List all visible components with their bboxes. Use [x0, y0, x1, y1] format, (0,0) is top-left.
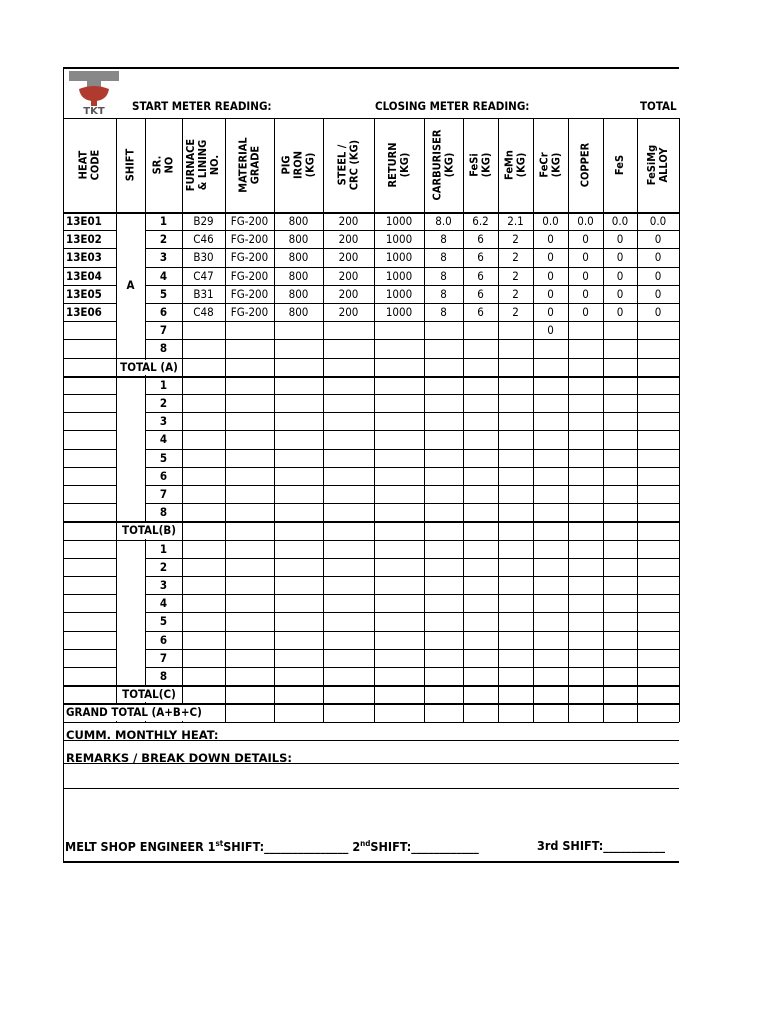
- col-header-sr-no: [145, 118, 182, 212]
- col-header-text: HEAT CODE: [76, 149, 102, 181]
- shift-b-sr: 4: [159, 432, 168, 447]
- cumm-monthly-heat: CUMM. MONTHLY HEAT:: [66, 728, 219, 742]
- cell-ret: 1000: [385, 214, 413, 229]
- cell-fesi: [463, 321, 498, 339]
- cell-grade: FG-200: [230, 214, 269, 229]
- col-header-shift: [116, 118, 145, 212]
- shift3-field[interactable]: 3rd SHIFT:___________: [537, 838, 666, 853]
- shift-b-sr: 5: [159, 450, 168, 465]
- cell-heat: 13E04: [66, 268, 102, 283]
- cell-fesimg: 0: [654, 305, 662, 320]
- col-header-return: [374, 118, 424, 212]
- shift-b-sr: 8: [159, 505, 168, 520]
- merged-shift-cell: [117, 542, 145, 685]
- cell-fesimg: [637, 339, 679, 357]
- cell-copper: 0: [582, 232, 589, 247]
- cell-steel: 200: [338, 232, 359, 247]
- cell-fesimg: 0: [654, 268, 662, 283]
- col-header-text: FeS: [612, 154, 626, 176]
- cell-carb: 8: [440, 232, 447, 247]
- cell-ret: 1000: [385, 250, 413, 265]
- cell-steel: 200: [338, 305, 359, 320]
- col-header-fes: [603, 118, 637, 212]
- col-header-copper: [568, 118, 603, 212]
- cell-steel: 200: [338, 214, 359, 229]
- cell-fesi: 6.2: [472, 214, 489, 229]
- total-label: TOTAL: [640, 99, 677, 113]
- cell-grade: [225, 321, 274, 339]
- shift2-prefix: 2: [352, 839, 361, 855]
- cell-fecr: 0: [547, 286, 554, 301]
- cell-grade: FG-200: [230, 250, 269, 265]
- cell-heat: [63, 321, 119, 339]
- cell-fesi: [463, 339, 498, 357]
- cell-femn: 2: [512, 232, 519, 247]
- col-header-text: COPPER: [578, 142, 592, 188]
- cell-pig: 800: [288, 250, 309, 265]
- col-header-text: CARBURISER (KG): [430, 129, 456, 201]
- cell-grade: [225, 339, 274, 357]
- merged-shift-cell: [117, 378, 145, 521]
- shift-c-sr: 7: [159, 650, 168, 665]
- cell-steel: 200: [338, 286, 359, 301]
- col-line-15: [679, 118, 680, 722]
- shift-c-sr: 1: [159, 541, 168, 556]
- total-c-label: TOTAL(C): [122, 687, 176, 702]
- cell-furnace: B31: [193, 286, 214, 301]
- cell-heat: [63, 339, 119, 357]
- cell-femn: [498, 339, 533, 357]
- cell-ret: 1000: [385, 232, 413, 247]
- cell-ret: [374, 321, 424, 339]
- cell-ret: 1000: [385, 286, 413, 301]
- cell-sr: 6: [159, 305, 168, 320]
- cell-sr: 2: [159, 232, 168, 247]
- col-header-text: FeSi (KG): [467, 152, 493, 178]
- col-header-text: FeSiMg ALLOY: [645, 144, 670, 186]
- cell-fesimg: 0.0: [649, 214, 667, 229]
- cell-copper: 0: [582, 305, 589, 320]
- cell-sr: 1: [159, 214, 168, 229]
- cell-heat: 13E05: [66, 286, 102, 301]
- col-header-text: STEEL / CRC (KG): [335, 139, 361, 191]
- remarks-line: [63, 788, 679, 789]
- shift-b-sr: 3: [159, 414, 168, 429]
- cell-pig: 800: [288, 214, 309, 229]
- col-header-text: FeCr (KG): [537, 152, 563, 178]
- shift-b-sr: 1: [159, 377, 168, 392]
- cell-furnace: [182, 321, 225, 339]
- cell-copper: 0: [582, 286, 589, 301]
- shift-c-sr: 2: [159, 559, 168, 574]
- cell-carb: 8.0: [435, 214, 452, 229]
- col-header-text: PIG IRON (KG): [279, 151, 317, 179]
- cell-carb: [424, 321, 463, 339]
- shift-c-sr: 8: [159, 669, 168, 684]
- cell-fesi: 6: [477, 305, 484, 320]
- total-b-label: TOTAL(B): [122, 523, 176, 538]
- cell-fesimg: 0: [654, 250, 662, 265]
- cell-heat: 13E06: [66, 305, 102, 320]
- closing-meter-label: CLOSING METER READING:: [375, 99, 530, 113]
- shift1-field[interactable]: SHIFT:_______________: [223, 839, 349, 855]
- col-header-carburiser: [424, 118, 463, 212]
- col-header-pig-iron: [274, 118, 323, 212]
- cell-grade: FG-200: [230, 268, 269, 283]
- engineer-label: MELT SHOP ENGINEER 1: [65, 839, 216, 855]
- cell-fesi: 6: [477, 232, 484, 247]
- cell-pig: [274, 321, 323, 339]
- cell-steel: [323, 321, 374, 339]
- cell-fes: [603, 339, 637, 357]
- cell-furnace: C48: [193, 305, 214, 320]
- cell-sr: 4: [159, 268, 168, 283]
- shift-a-label: A: [126, 277, 135, 292]
- cell-fes: 0: [616, 268, 624, 283]
- col-header-text: SR. NO: [150, 155, 176, 175]
- cell-fecr: 0: [547, 305, 554, 320]
- cell-heat: 13E02: [66, 232, 102, 247]
- cell-steel: 200: [338, 268, 359, 283]
- col-header-heat-code: [63, 118, 116, 212]
- shift-c-sr: 4: [159, 596, 168, 611]
- cell-carb: 8: [440, 286, 447, 301]
- cell-carb: 8: [440, 305, 447, 320]
- cell-fes: 0: [616, 232, 624, 247]
- shift-b-sr: 7: [159, 487, 168, 502]
- cell-fes: 0: [616, 305, 624, 320]
- cell-steel: 200: [338, 250, 359, 265]
- cell-fecr: [533, 339, 568, 357]
- cell-sr: 7: [159, 323, 168, 338]
- cell-copper: 0: [582, 250, 589, 265]
- cell-pig: 800: [288, 268, 309, 283]
- sup-2: nd: [360, 839, 371, 848]
- col-header-text: SHIFT: [123, 148, 137, 182]
- col-header-text: FURNACE & LINING NO.: [184, 138, 222, 192]
- cell-furnace: B29: [193, 214, 214, 229]
- cell-pig: [274, 339, 323, 357]
- cell-fesi: 6: [477, 286, 484, 301]
- cell-carb: 8: [440, 250, 447, 265]
- shift2-field[interactable]: SHIFT:____________: [370, 839, 479, 855]
- cell-fecr: 0: [547, 232, 554, 247]
- cell-femn: [498, 321, 533, 339]
- cell-fesimg: 0: [654, 286, 662, 301]
- cell-fes: 0: [616, 286, 624, 301]
- heat-log-sheet: [63, 67, 679, 862]
- cell-fesimg: [637, 321, 679, 339]
- col-header-text: RETURN (KG): [386, 142, 411, 188]
- shift-c-sr: 3: [159, 578, 168, 593]
- shift-c-sr: 6: [159, 632, 168, 647]
- cell-ret: [374, 339, 424, 357]
- cell-heat: 13E03: [66, 250, 102, 265]
- cell-pig: 800: [288, 305, 309, 320]
- cell-ret: 1000: [385, 305, 413, 320]
- cell-pig: 800: [288, 232, 309, 247]
- cell-grade: FG-200: [230, 232, 269, 247]
- col-header-femn: [498, 118, 533, 212]
- cell-carb: 8: [440, 268, 447, 283]
- col-header-text: FeMn (KG): [502, 150, 528, 180]
- shift-b-sr: 6: [159, 468, 168, 483]
- cell-fecr: 0: [547, 323, 554, 338]
- col-header-furnace-lining: [182, 118, 225, 212]
- col-header-steel-crc: [323, 118, 374, 212]
- cell-carb: [424, 339, 463, 357]
- start-meter-label: START METER READING:: [132, 99, 272, 113]
- grand-total-label: GRAND TOTAL (A+B+C): [66, 705, 202, 720]
- cell-fesimg: 0: [654, 232, 662, 247]
- cell-grade: FG-200: [230, 286, 269, 301]
- cell-pig: 800: [288, 286, 309, 301]
- cell-heat: 13E01: [66, 214, 102, 229]
- cell-copper: 0: [582, 268, 589, 283]
- cell-fes: [603, 321, 637, 339]
- cell-sr: 8: [159, 341, 168, 356]
- bottom-border: [63, 861, 679, 863]
- cell-sr: 5: [159, 286, 168, 301]
- cell-femn: 2: [512, 250, 519, 265]
- remarks-label: REMARKS / BREAK DOWN DETAILS:: [66, 751, 292, 765]
- cell-sr: 3: [159, 250, 168, 265]
- col-header-material-grade: [225, 118, 274, 212]
- shift-c-sr: 5: [159, 614, 168, 629]
- cell-furnace: C47: [193, 268, 214, 283]
- col-header-text: MATERIAL GRADE: [236, 137, 262, 193]
- col-header-fesimg: [637, 118, 679, 212]
- cell-furnace: [182, 339, 225, 357]
- cell-fes: 0.0: [611, 214, 629, 229]
- top-border: [63, 67, 679, 69]
- cell-furnace: B30: [193, 250, 214, 265]
- cell-femn: 2.1: [507, 214, 524, 229]
- company-logo: [67, 69, 121, 115]
- col-header-fesi: [463, 118, 498, 212]
- cell-furnace: C46: [193, 232, 214, 247]
- cell-fes: 0: [616, 250, 624, 265]
- col-header-fecr: [533, 118, 568, 212]
- cell-fesi: 6: [477, 268, 484, 283]
- total-a-label: TOTAL (A): [120, 359, 178, 374]
- cell-fecr: 0: [547, 268, 554, 283]
- sup-1: st: [215, 839, 224, 848]
- logo-text: TKT: [83, 106, 105, 115]
- cell-femn: 2: [512, 305, 519, 320]
- cell-copper: [568, 321, 603, 339]
- cell-fesi: 6: [477, 250, 484, 265]
- cell-copper: 0.0: [577, 214, 594, 229]
- cell-fecr: 0: [547, 250, 554, 265]
- cell-ret: 1000: [385, 268, 413, 283]
- cell-steel: [323, 339, 374, 357]
- cell-femn: 2: [512, 286, 519, 301]
- cell-copper: [568, 339, 603, 357]
- cell-femn: 2: [512, 268, 519, 283]
- row-line-28: [63, 722, 679, 723]
- cell-fecr: 0.0: [542, 214, 559, 229]
- cell-grade: FG-200: [230, 305, 269, 320]
- signature-line: [65, 840, 479, 854]
- shift-b-sr: 2: [159, 396, 168, 411]
